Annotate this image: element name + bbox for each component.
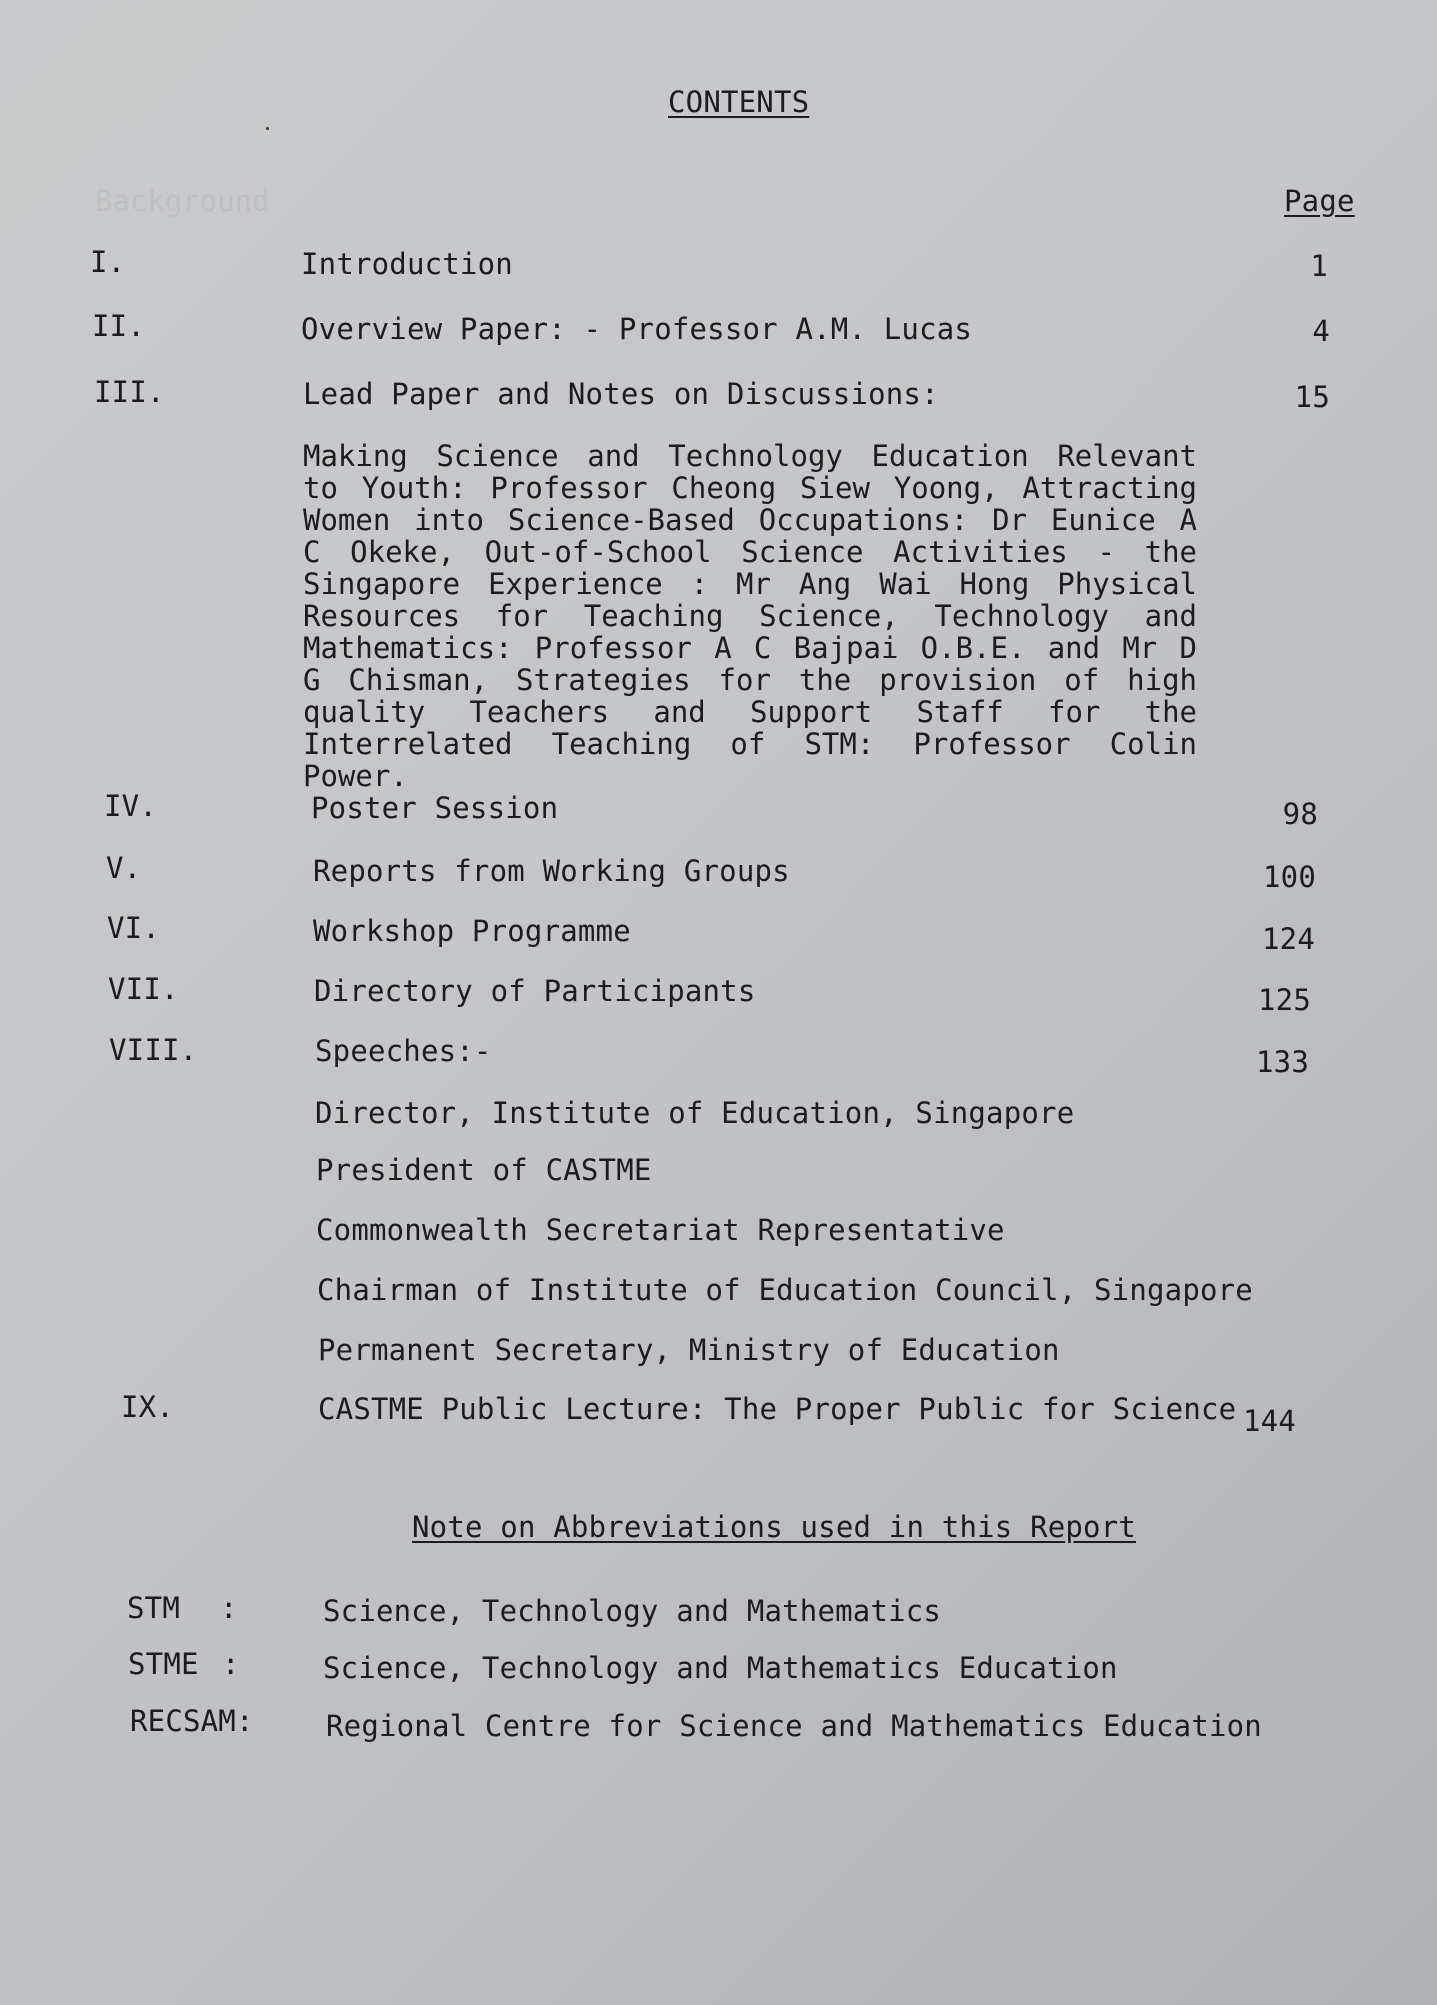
abbreviation-separator: : — [222, 1647, 240, 1681]
entry-label: Speeches:- — [315, 1034, 492, 1068]
entry-page: 125 — [1258, 983, 1311, 1017]
entry-numeral: VI. — [107, 911, 160, 945]
abbreviation-meaning: Science, Technology and Mathematics Education — [323, 1651, 1118, 1685]
speech-item: Director, Institute of Education, Singapore — [315, 1096, 1075, 1130]
entry-label: Overview Paper: - Professor A.M. Lucas — [301, 312, 973, 346]
entry-numeral: VII. — [108, 972, 179, 1006]
abbreviation-meaning: Regional Centre for Science and Mathematics Education — [326, 1709, 1262, 1743]
page-column-header: Page — [1284, 184, 1355, 218]
entry-label: Poster Session — [311, 791, 559, 825]
entry-page: 4 — [1312, 314, 1330, 348]
entry-numeral: IV. — [104, 789, 157, 823]
entry-label: Workshop Programme — [313, 914, 631, 948]
entry-page: 98 — [1282, 797, 1318, 831]
entry-page: 15 — [1294, 380, 1330, 414]
entry-numeral: V. — [106, 851, 142, 885]
entry-numeral: III. — [94, 375, 165, 409]
entry-label: Directory of Participants — [314, 974, 756, 1008]
lead-paper-detail: Making Science and Technology Education Relevant to Youth: Professor Cheong Siew Yoong, Attracting Women into Science-Based Occupations: Dr Eunice A C Okeke, Out-of-School Science Activities - the Singapore Experience : Mr Ang Wai Hong Physical Resources for Teaching Science, Technology and Mathematics: Professor A C Bajpai O.B.E. and Mr D G Chisman, Strategies for the provision of high quality Teachers and Support Staff for the Interrelated Teaching of STM: Professor Colin Power. — [303, 439, 1197, 793]
abbreviation-term: STME — [128, 1647, 199, 1681]
speech-item: Commonwealth Secretariat Representative — [316, 1213, 1005, 1247]
entry-label: Reports from Working Groups — [313, 854, 790, 888]
speck-mark — [266, 127, 269, 130]
entry-page: 144 — [1243, 1404, 1296, 1438]
speech-item: President of CASTME — [316, 1153, 652, 1187]
entry-numeral: VIII. — [109, 1033, 198, 1067]
entry-numeral: I. — [90, 245, 126, 279]
page-title: CONTENTS — [668, 85, 810, 119]
bleed-through-text: Background — [95, 184, 270, 218]
entry-label: Lead Paper and Notes on Discussions: — [303, 377, 939, 411]
abbreviations-heading: Note on Abbreviations used in this Report — [412, 1510, 1137, 1544]
entry-label: CASTME Public Lecture: The Proper Public for Science — [318, 1392, 1237, 1426]
entry-page: 124 — [1262, 922, 1315, 956]
entry-numeral: IX. — [121, 1390, 174, 1424]
abbreviation-meaning: Science, Technology and Mathematics — [323, 1594, 942, 1628]
speech-item: Chairman of Institute of Education Council, Singapore — [317, 1273, 1253, 1307]
abbreviation-term: STM — [127, 1591, 180, 1625]
entry-numeral: II. — [92, 309, 145, 343]
entry-page: 100 — [1263, 860, 1316, 894]
entry-label: Introduction — [301, 247, 513, 281]
entry-page: 133 — [1256, 1045, 1309, 1079]
speech-item: Permanent Secretary, Ministry of Education — [318, 1333, 1060, 1367]
abbreviation-separator: : — [220, 1591, 238, 1625]
entry-page: 1 — [1310, 249, 1328, 283]
abbreviation-term: RECSAM: — [130, 1704, 254, 1738]
